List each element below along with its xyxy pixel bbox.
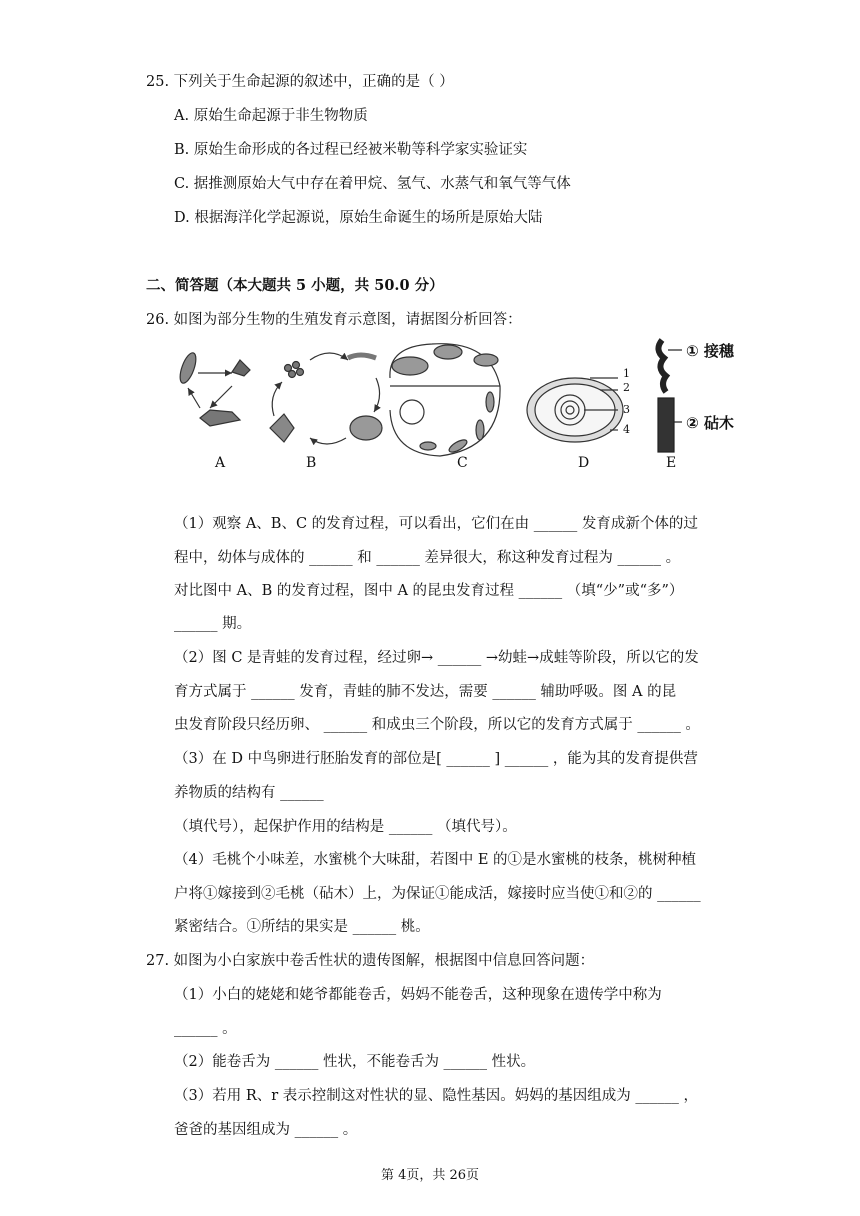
q25-stem: 25. 下列关于生命起源的叙述中，正确的是（ ） — [146, 74, 454, 90]
figure-b-butterfly-cycle — [270, 353, 382, 444]
q26-line: 对比图中 A、B 的发育过程，图中 A 的昆虫发育过程 ______ （填“少”或“多”） — [174, 583, 684, 599]
figure-label-e: E — [666, 455, 677, 471]
section-title: 二、简答题（本大题共 5 小题，共 50.0 分） — [146, 277, 444, 294]
q25-option-d: D. 根据海洋化学起源说，原始生命诞生的场所是原始大陆 — [174, 210, 543, 226]
q27-line: 爸爸的基因组成为 ______ 。 — [174, 1122, 358, 1138]
q26-line: ______ 期。 — [174, 616, 252, 632]
q27-line: （2）能卷舌为 ______ 性状，不能卷舌为 ______ 性状。 — [174, 1054, 536, 1070]
q27-line: （3）若用 R、r 表示控制这对性状的显、隐性基因。妈妈的基因组成为 ______ ， — [174, 1088, 699, 1104]
q27-stem: 27. 如图为小白家族中卷舌性状的遗传图解，根据图中信息回答问题： — [146, 953, 595, 969]
figure-d-number-1: 1 — [623, 367, 630, 380]
q25-option-a: A. 原始生命起源于非生物物质 — [174, 108, 368, 124]
figure-e-grafting — [658, 340, 682, 452]
q26-line: （4）毛桃个小味差，水蜜桃个大味甜，若图中 E 的①是水蜜桃的枝条，桃树种植 — [174, 852, 697, 868]
figure-a-locust-cycle — [177, 351, 250, 426]
reproduction-development-figure — [170, 338, 780, 478]
figure-label-d: D — [578, 455, 590, 471]
figure-label-c: C — [457, 455, 468, 471]
q26-line: （1）观察 A、B、C 的发育过程，可以看出，它们在由 ______ 发育成新个体的过 — [174, 516, 698, 532]
figure-label-b: B — [306, 455, 317, 471]
q25-option-c: C. 据推测原始大气中存在着甲烷、氢气、水蒸气和氧气等气体 — [174, 176, 571, 192]
q26-line: 养物质的结构有 ______ — [174, 785, 324, 801]
figure-e-scion-label: ① 接穗 — [686, 342, 734, 360]
q26-line: （填代号），起保护作用的结构是 ______ （填代号）。 — [174, 819, 517, 835]
figure-d-number-2: 2 — [623, 381, 630, 394]
q26-stem: 26. 如图为部分生物的生殖发育示意图，请据图分析回答： — [146, 312, 522, 328]
q26-line: （3）在 D 中鸟卵进行胚胎发育的部位是[ ______ ] ______ ，能为其的发育提供营 — [174, 751, 698, 767]
q26-line: 户将①嫁接到②毛桃（砧木）上，为保证①能成活，嫁接时应当使①和②的 ______ — [174, 886, 701, 902]
q27-line: ______ 。 — [174, 1021, 237, 1037]
q26-line: 虫发育阶段只经历卵、 ______ 和成虫三个阶段，所以它的发育方式属于 ______ 。 — [174, 717, 700, 733]
q26-line: 紧密结合。①所结的果实是 ______ 桃。 — [174, 919, 430, 935]
figure-d-number-4: 4 — [623, 423, 630, 436]
figure-e-stock-label: ② 砧木 — [686, 414, 734, 432]
q26-line: 程中，幼体与成体的 ______ 和 ______ 差异很大，称这种发育过程为 ______ 。 — [174, 550, 681, 566]
q25-option-b: B. 原始生命形成的各过程已经被米勒等科学家实验证实 — [174, 142, 528, 158]
figure-d-bird-egg — [527, 378, 623, 442]
figure-d-number-3: 3 — [623, 403, 630, 416]
q27-line: （1）小白的姥姥和姥爷都能卷舌，妈妈不能卷舌，这种现象在遗传学中称为 — [174, 987, 662, 1003]
q26-line: 育方式属于 ______ 发育，青蛙的肺不发达，需要 ______ 辅助呼吸。图 A 的昆 — [174, 684, 677, 700]
page-footer: 第 4页，共 26页 — [380, 1168, 480, 1183]
figure-c-frog-cycle — [390, 344, 500, 456]
q26-line: （2）图 C 是青蛙的发育过程，经过卵→ ______ →幼蛙→成蛙等阶段，所以它的发 — [174, 650, 699, 666]
figure-label-a: A — [215, 455, 226, 471]
